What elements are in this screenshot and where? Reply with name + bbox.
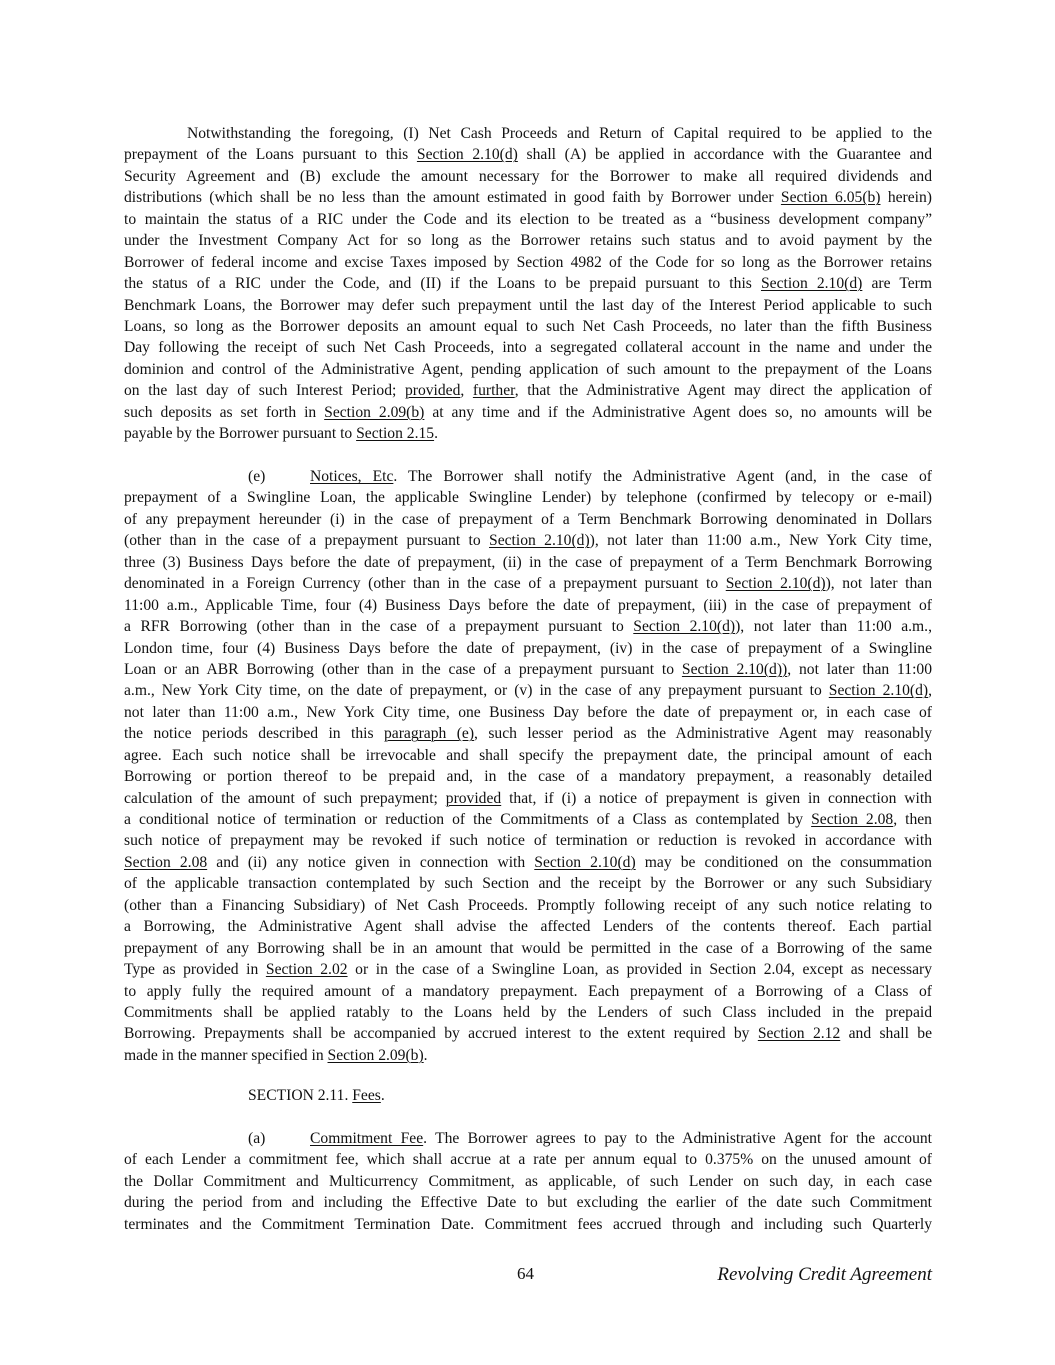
text-run: Day following the receipt of such Net Cash Proceeds, into a segregated collateral account in the name and under the — [124, 339, 932, 357]
underlined-reference: Fees — [352, 1087, 381, 1104]
text-run: agree. Each such notice shall be irrevocable and shall specify the prepayment date, the principal amount of each — [124, 746, 932, 764]
text-run: , — [460, 382, 473, 400]
text-line — [124, 852, 932, 873]
text-run: during the period from and including the Effective Date to but excluding the earlier of the date such Commitment — [124, 1194, 932, 1212]
text-run: calculation of the amount of such prepayment; — [124, 789, 446, 807]
text-run: . The Borrower shall notify the Administrative Agent (and, in the case of — [393, 468, 932, 485]
text-run: and (ii) any notice given in connection with — [207, 853, 535, 871]
text-run: ), not later than — [825, 575, 932, 593]
text-line — [124, 166, 932, 187]
text-run: Loans, so long as the Borrower deposits an amount equal to such Net Cash Proceeds, no later than the fifth Business — [124, 317, 932, 335]
paragraph-net-cash-proceeds — [124, 123, 932, 445]
text-run: . — [423, 1046, 428, 1064]
text-line — [124, 680, 932, 701]
text-line — [124, 1085, 932, 1106]
text-run: to apply fully the required amount of a mandatory prepayment. Each prepayment of a Borrowing of a Class of — [124, 982, 932, 1000]
text-line — [124, 830, 932, 851]
underlined-reference: Section 2.10(d)) — [681, 660, 788, 678]
text-line — [124, 1002, 932, 1023]
text-run: prepayment of a Swingline Loan, the applicable Swingline Lender) by telephone (confirmed by telecopy or e-mail) — [124, 489, 932, 507]
text-line — [124, 423, 932, 444]
clause-label: (e) — [248, 468, 266, 485]
text-run: on the last day of such Interest Period; — [124, 382, 405, 400]
text-run: and shall be — [840, 1025, 932, 1043]
text-line — [124, 380, 932, 401]
text-run: (other than a Financing Subsidiary) of Net Cash Proceeds. Promptly following receipt of any such notice relating to — [124, 896, 932, 914]
underlined-reference: Section 2.12 — [757, 1025, 841, 1043]
underlined-reference: Section 2.10(d) — [489, 532, 590, 550]
text-line — [124, 466, 932, 487]
text-run: under the Investment Company Act for so long as the Borrower retains such status and to avoid payment by the — [124, 232, 932, 250]
text-run: Security Agreement and (B) exclude the amount necessary for the Borrower to make all required dividends and — [124, 167, 932, 185]
text-run: prepayment of any Borrowing shall be in an amount that would be permitted in the case of a Borrowing of the same — [124, 939, 932, 957]
text-line — [124, 788, 932, 809]
text-line — [124, 1128, 932, 1149]
text-run: payable by the Borrower pursuant to — [124, 425, 357, 443]
text-run: . The Borrower agrees to pay to the Administrative Agent for the account — [423, 1130, 933, 1147]
text-line — [124, 509, 932, 530]
text-run: such notice of prepayment may be revoked if such notice of termination or reduction is revoked in accordance with — [124, 832, 932, 850]
text-run: prepayment of the Loans pursuant to this — [124, 146, 417, 164]
underlined-reference: Section 6.05(b) — [780, 189, 881, 207]
text-line — [124, 487, 932, 508]
text-run: the notice periods described in this — [124, 725, 384, 743]
text-run: 11:00 a.m., Applicable Time, four (4) Business Days before the date of prepayment, (iii) in the case of prepayment of — [124, 596, 932, 614]
underlined-reference: Section 2.10(d) — [633, 618, 736, 636]
text-run: ), not later than 11:00 a.m., New York City time, — [589, 532, 932, 550]
text-line — [124, 1149, 932, 1170]
paragraph-e-notices — [124, 466, 932, 1066]
underlined-reference: Section 2.02 — [265, 961, 348, 979]
underlined-reference: further — [472, 382, 515, 400]
underlined-reference: Section 2.10(d) — [725, 575, 826, 593]
text-run: Borrowing. Prepayments shall be accompanied by accrued interest to the extent required by — [124, 1025, 758, 1043]
text-run: to maintain the status of a RIC under the Code and its election to be treated as a “business development company” — [124, 210, 932, 228]
text-run: Type as provided in — [124, 961, 266, 979]
text-line — [124, 873, 932, 894]
text-line — [124, 295, 932, 316]
text-run: a RFR Borrowing (other than in the case of a prepayment pursuant to — [124, 618, 634, 636]
text-run: at any time and if the Administrative Agent does so, no amounts will be — [424, 403, 932, 421]
text-line — [124, 273, 932, 294]
text-run: are Term — [862, 275, 933, 293]
text-line — [124, 895, 932, 916]
text-line — [124, 316, 932, 337]
text-run: dominion and control of the Administrative Agent, pending application of such amount to the prepayment of the Loans — [124, 360, 932, 378]
text-line — [124, 1192, 932, 1213]
text-line — [124, 552, 932, 573]
text-run: (other than in the case of a prepayment pursuant to — [124, 532, 490, 550]
text-run: terminates and the Commitment Termination Date. Commitment fees accrued through and including such Quarterly — [124, 1215, 932, 1233]
text-run: , that the Administrative Agent may direct the application of — [514, 382, 932, 400]
text-run: , then — [893, 811, 932, 828]
text-run: , — [928, 682, 932, 700]
text-run: such deposits as set forth in — [124, 403, 325, 421]
text-line — [124, 659, 932, 680]
underlined-reference: Section 2.08 — [124, 853, 208, 871]
text-line — [124, 402, 932, 423]
text-run: distributions (which shall be no less than the amount estimated in good faith by Borrower under — [124, 189, 781, 207]
text-run: . — [434, 425, 438, 443]
clause-label: (a) — [248, 1130, 266, 1147]
text-run: herein) — [880, 189, 932, 207]
text-line — [124, 616, 932, 637]
text-run: may be conditioned on the consummation — [635, 853, 932, 871]
text-line — [124, 959, 932, 980]
text-line — [124, 1214, 932, 1235]
text-run: Borrower of federal income and excise Taxes imposed by Section 4982 of the Code for so long as the Borrower retains — [124, 253, 932, 271]
underlined-reference: Section 2.09(b) — [324, 403, 425, 421]
paragraph-a-commitment-fee — [124, 1128, 932, 1235]
text-run: Benchmark Loans, the Borrower may defer such prepayment until the last day of the Interest Period applicable to such — [124, 296, 932, 314]
text-run: ), not later than 11:00 a.m., — [735, 618, 932, 636]
text-run: Notwithstanding the foregoing, (I) Net Cash Proceeds and Return of Capital required to be applied to the — [187, 125, 932, 142]
text-line — [124, 1171, 932, 1192]
text-run: of the applicable transaction contemplated by such Section and the receipt by the Borrower or any such Subsidiary — [124, 875, 932, 893]
underlined-reference: Section 2.10(d) — [828, 682, 929, 700]
underlined-reference: provided — [404, 382, 461, 400]
text-line — [124, 123, 932, 144]
text-run: Loan or an ABR Borrowing (other than in the case of a prepayment pursuant to — [124, 660, 682, 678]
text-line — [124, 766, 932, 787]
text-run: the status of a RIC under the Code, and (II) if the Loans to be prepaid pursuant to this — [124, 275, 761, 293]
text-line — [124, 230, 932, 251]
text-run: . — [380, 1087, 385, 1104]
text-run: , such lesser period as the Administrative Agent may reasonably — [474, 725, 932, 743]
text-line — [124, 981, 932, 1002]
text-line — [124, 638, 932, 659]
text-line — [124, 809, 932, 830]
underlined-reference: Section 2.10(d) — [534, 853, 636, 871]
text-line — [124, 723, 932, 744]
text-line — [124, 209, 932, 230]
text-run: SECTION 2.11. — [248, 1087, 353, 1104]
text-line — [124, 337, 932, 358]
text-run: not later than 11:00 a.m., New York City time, one Business Day before the date of prepayment or, in each case of — [124, 703, 932, 721]
underlined-reference: paragraph (e) — [383, 725, 475, 743]
footer-document-title: Revolving Credit Agreement — [717, 1264, 932, 1285]
text-run: , not later than 11:00 — [787, 660, 933, 678]
text-line — [124, 1023, 932, 1044]
text-line — [124, 187, 932, 208]
text-run: London time, four (4) Business Days before the date of prepayment, (iv) in the case of prepayment of a Swingline — [124, 639, 932, 657]
page-number: 64 — [517, 1264, 534, 1283]
text-run: of each Lender a commitment fee, which shall accrue at a rate per annum equal to 0.375% on the unused amount of — [124, 1151, 932, 1169]
underlined-reference: Section 2.10(d) — [760, 275, 863, 293]
text-line — [124, 359, 932, 380]
section-heading-2-11-fees — [124, 1085, 932, 1106]
text-line — [124, 252, 932, 273]
text-run: of any prepayment hereunder (i) in the case of prepayment of a Term Benchmark Borrowing denominated in Dollars — [124, 510, 932, 528]
text-line — [124, 745, 932, 766]
text-line — [124, 702, 932, 723]
underlined-reference: Commitment Fee — [310, 1130, 424, 1147]
text-line — [124, 916, 932, 937]
text-line — [124, 573, 932, 594]
text-run: a Borrowing, the Administrative Agent shall advise the affected Lenders of the contents thereof. Each partial — [124, 918, 932, 936]
text-run: that, if (i) a notice of prepayment is given in connection with — [501, 789, 932, 807]
text-run: or in the case of a Swingline Loan, as provided in Section 2.04, except as necessary — [347, 961, 932, 979]
text-run: made in the manner specified in — [124, 1046, 328, 1064]
text-run: shall (A) be applied in accordance with the Guarantee and — [517, 146, 932, 164]
text-line — [124, 144, 932, 165]
text-run: three (3) Business Days before the date of prepayment, (ii) in the case of prepayment of a Term Benchmark Borrowing — [124, 553, 932, 571]
underlined-reference: Notices, Etc — [310, 468, 394, 485]
underlined-reference: Section 2.08 — [811, 811, 894, 828]
underlined-reference: Section 2.15 — [356, 425, 435, 443]
underlined-reference: Section 2.09(b) — [327, 1046, 424, 1064]
text-run: Commitments shall be applied ratably to the Loans held by the Lenders of such Class included in the prepaid — [124, 1003, 932, 1021]
text-line — [124, 595, 932, 616]
text-run: the Dollar Commitment and Multicurrency Commitment, as applicable, of such Lender on such day, in each case — [124, 1172, 932, 1190]
text-run: Borrowing or portion thereof to be prepaid and, in the case of a mandatory prepayment, a reasonably detailed — [124, 768, 932, 786]
text-line — [124, 938, 932, 959]
underlined-reference: provided — [445, 789, 502, 807]
text-run: a.m., New York City time, on the date of prepayment, or (v) in the case of any prepayment pursuant to — [124, 682, 829, 700]
text-line — [124, 530, 932, 551]
text-run: a conditional notice of termination or reduction of the Commitments of a Class as contemplated by — [124, 811, 812, 828]
underlined-reference: Section 2.10(d) — [416, 146, 518, 164]
text-run: denominated in a Foreign Currency (other than in the case of a prepayment pursuant to — [124, 575, 726, 593]
text-line — [124, 1045, 932, 1066]
